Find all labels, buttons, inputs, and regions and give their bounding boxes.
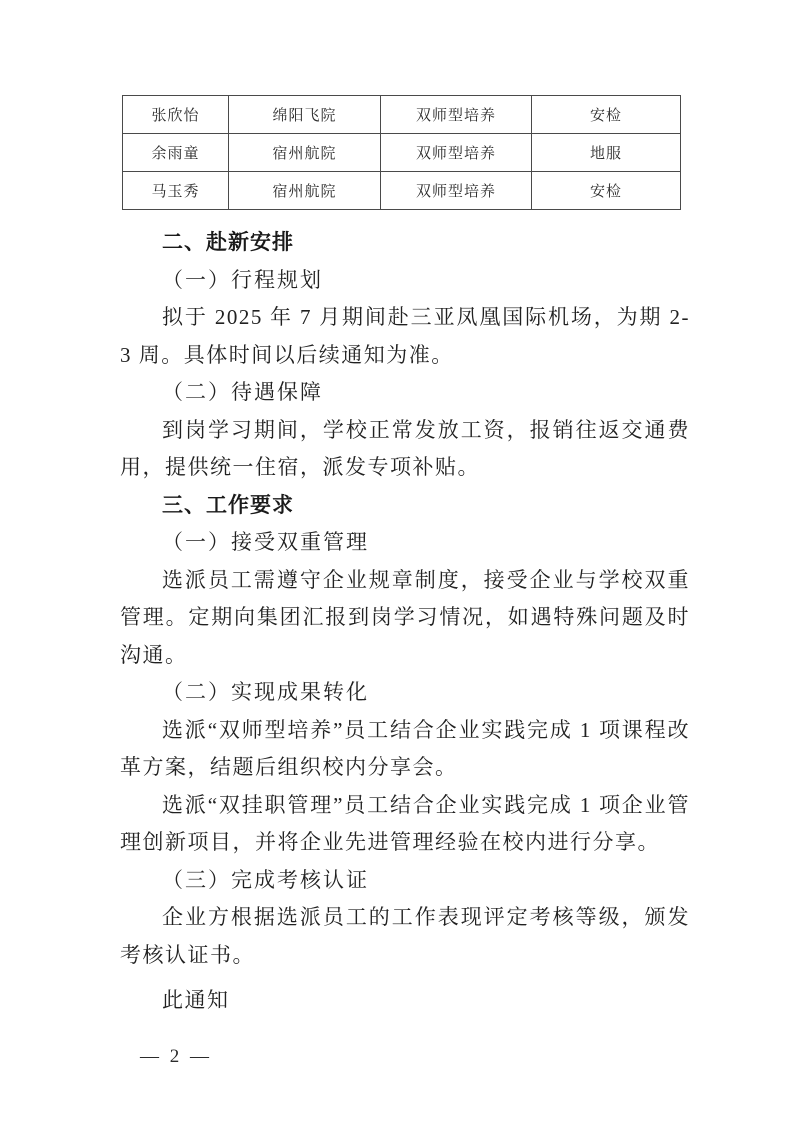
table-row [123, 172, 681, 210]
table-row [123, 134, 681, 172]
section-heading-2: 二、赴新安排 [162, 231, 294, 254]
paragraph-dual-management: 选派员工需遵守企业规章制度，接受企业与学校双重管理。定期向集团汇报到岗学习情况，如遇特殊问题及时沟通。 [120, 567, 690, 667]
table-cell-position: 安检 [532, 96, 681, 134]
table-cell-school: 宿州航院 [229, 172, 381, 210]
paragraph-trip-plan: 拟于 2025 年 7 月期间赴三亚凤凰国际机场，为期 2-3 周。具体时间以后续通知为准。 [120, 305, 690, 367]
table-cell-position: 安检 [532, 172, 681, 210]
document-body [120, 224, 690, 1020]
table-cell-name: 张欣怡 [123, 96, 229, 134]
page-number: — 2 — [140, 1046, 212, 1067]
subsection-heading-3-3: （三）完成考核认证 [162, 867, 369, 892]
table-cell-position: 地服 [532, 134, 681, 172]
subsection-heading-2-2: （二）待遇保障 [162, 380, 323, 404]
table-cell-program: 双师型培养 [381, 172, 532, 210]
paragraph-management-innovation: 选派“双挂职管理”员工结合企业实践完成 1 项企业管理创新项目，并将企业先进管理经验在校内进行分享。 [120, 792, 690, 854]
subsection-heading-3-1: （一）接受双重管理 [162, 530, 369, 554]
table-cell-name: 余雨童 [123, 134, 229, 172]
table-cell-program: 双师型培养 [381, 96, 532, 134]
table-cell-name: 马玉秀 [123, 172, 229, 210]
table-cell-school: 绵阳飞院 [229, 96, 381, 134]
personnel-table [122, 95, 681, 210]
table-cell-program: 双师型培养 [381, 134, 532, 172]
paragraph-benefits: 到岗学习期间，学校正常发放工资，报销往返交通费用，提供统一住宿，派发专项补贴。 [120, 417, 690, 479]
closing-line: 此通知 [162, 988, 230, 1012]
section-heading-3: 三、工作要求 [162, 493, 294, 517]
subsection-heading-2-1: （一）行程规划 [162, 267, 323, 292]
paragraph-assessment: 企业方根据选派员工的工作表现评定考核等级，颁发考核认证书。 [120, 905, 690, 967]
table-cell-school: 宿州航院 [229, 134, 381, 172]
subsection-heading-3-2: （二）实现成果转化 [162, 680, 369, 704]
table-row [123, 96, 681, 134]
paragraph-course-reform: 选派“双师型培养”员工结合企业实践完成 1 项课程改革方案，结题后组织校内分享会。 [120, 717, 690, 779]
